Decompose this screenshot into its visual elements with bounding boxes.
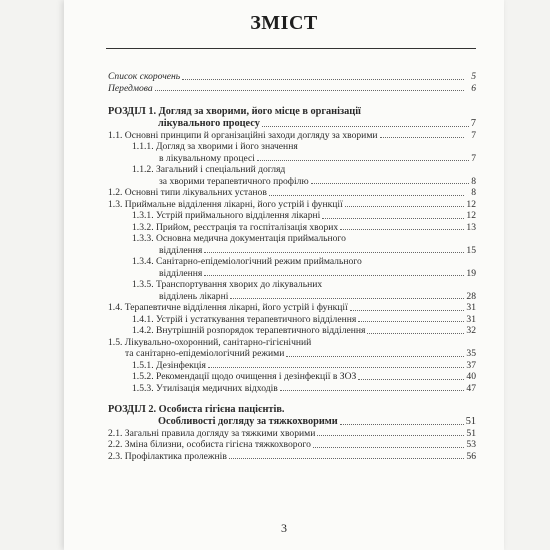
- toc-entry-1-2[interactable]: 1.2. Основні типи лікувальних установ 8: [108, 187, 476, 198]
- toc-entry-1-5-3[interactable]: 1.5.3. Утилізація медичних відходів 47: [132, 382, 476, 394]
- toc-entry-1-1-2[interactable]: 1.1.2. Загальний і спеціальний догляд за хворими терапевтичного профілю 8: [132, 164, 476, 187]
- toc-entry-1-3-5[interactable]: 1.3.5. Транспортування хворих до лікувальних відділень лікарні 28: [132, 279, 476, 302]
- toc-entry-1-4-1[interactable]: 1.4.1. Устрій і устаткування терапевтичного відділення 31: [132, 313, 476, 325]
- toc-entry-1-3-1[interactable]: 1.3.1. Устрій приймального відділення лікарні 12: [132, 210, 476, 221]
- toc-entry-1-3[interactable]: 1.3. Приймальне відділення лікарні, його устрій і функції 12: [108, 198, 476, 210]
- toc-entry-1-4[interactable]: 1.4. Терапевтичне відділення лікарні, його устрій і функції 31: [108, 302, 476, 313]
- toc-entry-1-5-1[interactable]: 1.5.1. Дезінфекція 37: [132, 359, 476, 371]
- toc-entry-preface[interactable]: Передмова 6: [108, 82, 476, 94]
- toc-entry-2-3[interactable]: 2.3. Профілактика пролежнів 56: [108, 450, 476, 462]
- toc-entry-1-5-2[interactable]: 1.5.2. Рекомендації щодо очищення і дезінфекції в ЗОЗ 40: [132, 371, 476, 382]
- toc-entry-2-2[interactable]: 2.2. Зміна білизни, особиста гігієна тяжкохворого 53: [108, 439, 476, 450]
- book-page: [64, 0, 504, 550]
- toc-entry-1-3-4[interactable]: 1.3.4. Санітарно-епідеміологічний режим приймального відділення 19: [132, 256, 476, 279]
- toc-entry-1-1-1[interactable]: 1.1.1. Догляд за хворими і його значення в лікувальному процесі 7: [132, 141, 476, 164]
- page-title: ЗМІСТ: [250, 12, 318, 34]
- toc-section-1[interactable]: РОЗДІЛ 1. Догляд за хворими, його місце в організації лікувального процесу 7: [108, 106, 476, 129]
- table-of-contents: [108, 71, 476, 462]
- toc-section-2[interactable]: РОЗДІЛ 2. Особиста гігієна пацієнтів. Особливості догляду за тяжкохворими 51: [108, 404, 476, 427]
- title-rule: [106, 48, 476, 49]
- page-number: 3: [281, 521, 287, 535]
- toc-entry-1-5[interactable]: 1.5. Лікувально-охоронний, санітарно-гігієнічний та санітарно-епідеміологічний режими 35: [108, 336, 476, 359]
- toc-entry-1-1[interactable]: 1.1. Основні принципи й організаційні заходи догляду за хворими 7: [108, 129, 476, 141]
- toc-entry-abbreviations[interactable]: Список скорочень 5: [108, 71, 476, 82]
- toc-entry-2-1[interactable]: 2.1. Загальні правила догляду за тяжкими хворими 51: [108, 427, 476, 439]
- toc-entry-1-3-3[interactable]: 1.3.3. Основна медична документація приймального відділення 15: [132, 233, 476, 256]
- toc-entry-1-3-2[interactable]: 1.3.2. Прийом, реєстрація та госпіталізація хворих 13: [132, 221, 476, 233]
- toc-entry-1-4-2[interactable]: 1.4.2. Внутрішній розпорядок терапевтичного відділення 32: [132, 325, 476, 336]
